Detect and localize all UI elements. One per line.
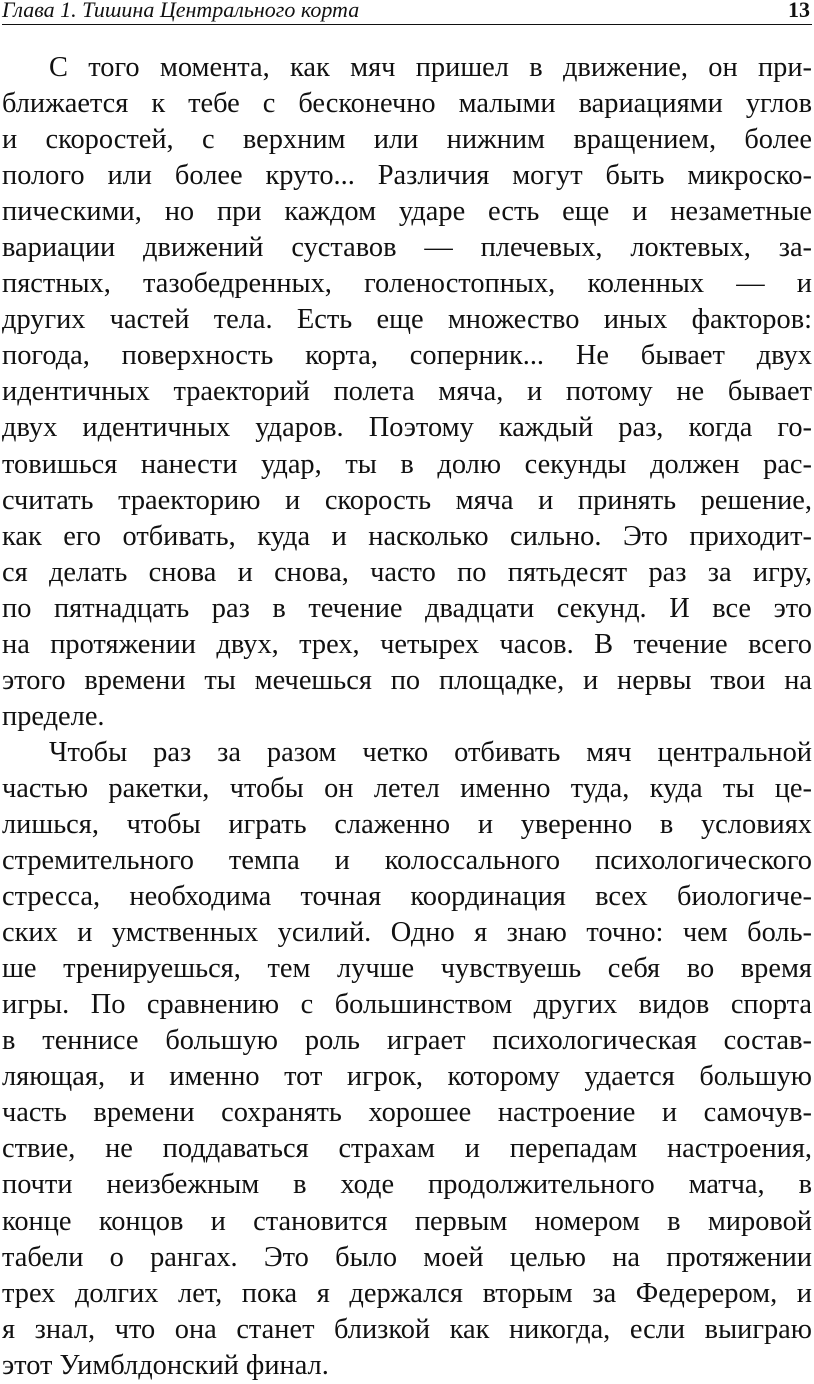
text-line: по пятнадцать раз в течение двадцати секунд. И все это (2, 592, 812, 624)
text-line: конце концов и становится первым номером в мировой (2, 1205, 812, 1237)
text-line: стресса, необходима точная координация всех биологиче- (2, 881, 812, 913)
text-line: лишься, чтобы играть слаженно и уверенно в условиях (2, 808, 812, 840)
text-line: С того момента, как мяч пришел в движение, он при- (49, 52, 812, 83)
text-line: ствие, не поддаваться страхам и перепадам настроения, (2, 1133, 812, 1165)
text-line: ше тренируешься, тем лучше чувствуешь себя во время (2, 953, 812, 985)
text-line: на протяжении двух, трех, четырех часов. В течение всего (2, 628, 812, 660)
text-line: идентичных траекторий полета мяча, и потому не бывает (2, 376, 812, 408)
text-line: пределе. (2, 700, 105, 732)
text-line: других частей тела. Есть еще множество иных факторов: (2, 304, 812, 336)
text-line: полого или более круто... Различия могут быть микроско- (2, 160, 812, 192)
text-line: двух идентичных ударов. Поэтому каждый раз, когда го- (2, 412, 812, 444)
text-line: считать траекторию и скорость мяча и принять решение, (2, 484, 812, 516)
text-line: пястных, тазобедренных, голеностопных, коленных — и (2, 268, 812, 300)
text-line: часть времени сохранять хорошее настроение и самочув- (2, 1097, 812, 1129)
text-line: ских и умственных усилий. Одно я знаю точно: чем боль- (2, 917, 812, 949)
text-line: и скоростей, с верхним или нижним вращением, более (2, 124, 812, 156)
text-line: игры. По сравнению с большинством других видов спорта (2, 989, 812, 1021)
text-line: вариации движений суставов — плечевых, локтевых, за- (2, 232, 812, 264)
chapter-title: Глава 1. Тишина Центрального корта (2, 0, 360, 22)
text-line: ся делать снова и снова, часто по пятьдесят раз за игру, (2, 556, 812, 588)
text-line: пическими, но при каждом ударе есть еще и незаметные (2, 196, 812, 228)
text-line: этого времени ты мечешься по площадке, и нервы твои на (2, 664, 812, 696)
paragraph (2, 735, 812, 1384)
text-line: стремительного темпа и колоссального психологического (2, 845, 812, 877)
text-line: Чтобы раз за разом четко отбивать мяч центральной (49, 736, 812, 768)
text-line: погода, поверхность корта, соперник... Не бывает двух (2, 340, 812, 372)
text-line: ляющая, и именно тот игрок, которому удается большую (2, 1061, 812, 1093)
text-line: я знал, что она станет близкой как никогда, если выиграю (2, 1313, 812, 1345)
text-line: этот Уимблдонский финал. (2, 1349, 329, 1381)
text-line: частью ракетки, чтобы он летел именно туда, куда ты це- (2, 772, 812, 804)
text-line: трех долгих лет, пока я держался вторым за Федерером, и (2, 1277, 812, 1309)
text-line: товишься нанести удар, ты в долю секунды должен рас- (2, 448, 812, 480)
paragraph (2, 50, 812, 735)
running-head (2, 0, 812, 25)
text-line: как его отбивать, куда и насколько сильно. Это приходит- (2, 520, 812, 552)
text-line: в теннисе большую роль играет психологическая состав- (2, 1025, 812, 1057)
text-line: табели о рангах. Это было моей целью на протяжении (2, 1241, 812, 1273)
text-line: ближается к тебе с бесконечно малыми вариациями углов (2, 88, 812, 120)
body-text (2, 50, 812, 1384)
page-number: 13 (788, 0, 810, 22)
text-line: почти неизбежным в ходе продолжительного матча, в (2, 1169, 812, 1201)
